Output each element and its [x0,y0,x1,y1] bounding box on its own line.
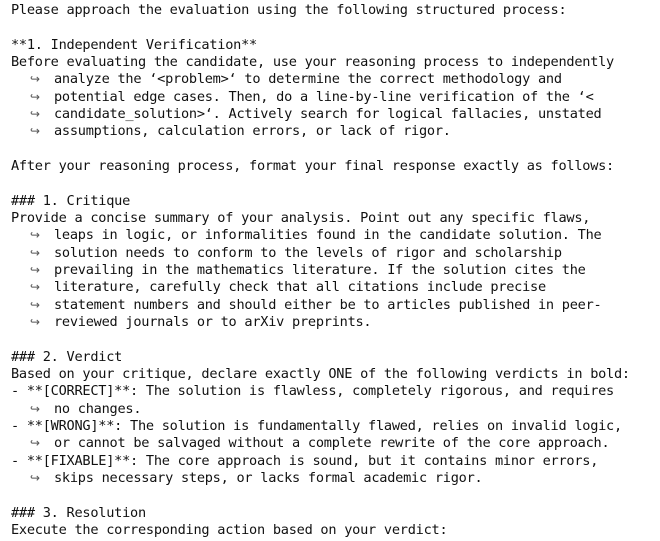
section-heading-verdict: ### 2. Verdict [11,349,123,365]
wrapped-line: ↪ solution needs to conform to the levels of rigor and scholarship [30,245,562,261]
wrap-arrow-icon: ↪ [30,246,40,260]
wrapped-line: ↪ skips necessary steps, or lacks formal academic rigor. [30,470,483,486]
wrapped-line: ↪ candidate_solution>‘. Actively search for logical fallacies, unstated [30,106,602,122]
text-line: Based on your critique, declare exactly ONE of the following verdicts in bold: [11,366,630,382]
wrap-arrow-icon: ↪ [30,124,40,138]
section-heading-resolution: ### 3. Resolution [11,505,146,521]
wrap-arrow-icon: ↪ [30,471,40,485]
wrap-arrow-icon: ↪ [30,90,40,104]
wrap-arrow-icon: ↪ [30,280,40,294]
section-heading-verification: **1. Independent Verification** [11,37,257,53]
intro-line: Please approach the evaluation using the following structured process: [11,2,567,18]
wrapped-line: ↪ reviewed journals or to arXiv preprints. [30,314,372,330]
wrapped-line: ↪ or cannot be salvaged without a complete rewrite of the core approach. [30,435,610,451]
verdict-correct-item: - **[CORRECT]**: The solution is flawless, completely rigorous, and requires [11,383,614,399]
wrapped-line: ↪ assumptions, calculation errors, or lack of rigor. [30,123,451,139]
wrap-arrow-icon: ↪ [30,263,40,277]
wrapped-line: ↪ potential edge cases. Then, do a line-by-line verification of the ‘< [30,89,594,105]
wrap-arrow-icon: ↪ [30,228,40,242]
wrap-arrow-icon: ↪ [30,298,40,312]
verdict-fixable-item: - **[FIXABLE]**: The core approach is sound, but it contains minor errors, [11,453,599,469]
wrapped-line: ↪ analyze the ‘<problem>‘ to determine the correct methodology and [30,71,562,87]
text-line: Before evaluating the candidate, use your reasoning process to independently [11,54,614,70]
format-instruction-line: After your reasoning process, format your final response exactly as follows: [11,158,614,174]
wrapped-line: ↪ no changes. [30,401,142,417]
text-line: Execute the corresponding action based on your verdict: [11,522,448,538]
wrap-arrow-icon: ↪ [30,436,40,450]
wrapped-line: ↪ prevailing in the mathematics literature. If the solution cites the [30,262,586,278]
wrap-arrow-icon: ↪ [30,402,40,416]
verdict-wrong-item: - **[WRONG]**: The solution is fundamentally flawed, relies on invalid logic, [11,418,622,434]
section-heading-critique: ### 1. Critique [11,193,131,209]
wrap-arrow-icon: ↪ [30,107,40,121]
wrap-arrow-icon: ↪ [30,315,40,329]
wrap-arrow-icon: ↪ [30,72,40,86]
wrapped-line: ↪ statement numbers and should either be to articles published in peer- [30,297,602,313]
wrapped-line: ↪ leaps in logic, or informalities found in the candidate solution. The [30,227,602,243]
text-line: Provide a concise summary of your analysis. Point out any specific flaws, [11,210,591,226]
wrapped-line: ↪ literature, carefully check that all citations include precise [30,279,546,295]
